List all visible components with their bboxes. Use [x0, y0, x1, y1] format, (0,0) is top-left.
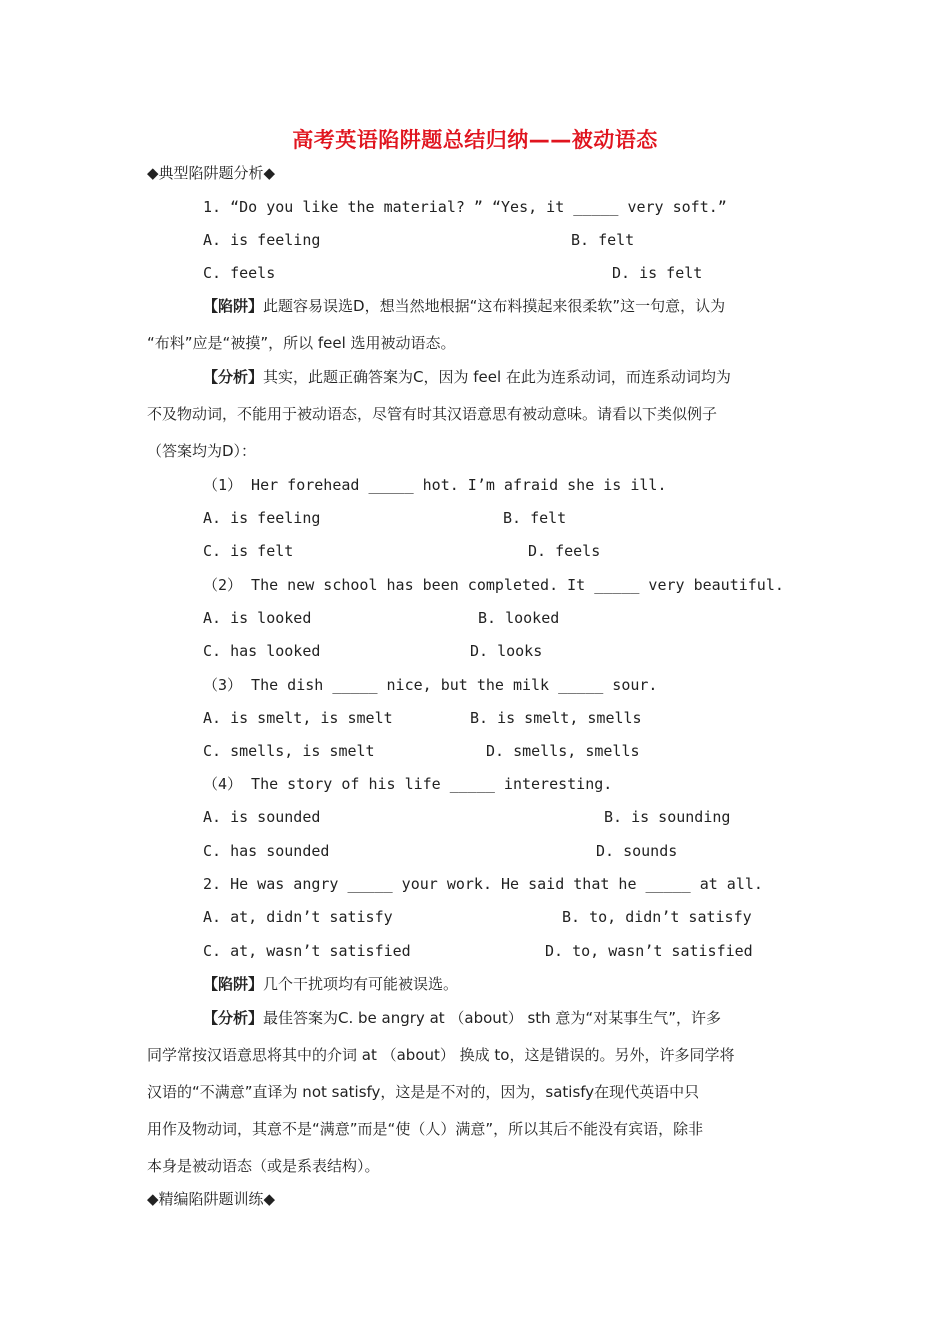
analysis-1-tag: 【分析】: [203, 368, 264, 386]
example-2-option-a: A. is looked: [203, 609, 312, 627]
question-2-option-b: B. to, didn’t satisfy: [562, 908, 752, 926]
example-3-option-c: C. smells, is smelt: [203, 742, 375, 760]
analysis-1-text-1: 其实，此题正确答案为C，因为 feel 在此为连系动词，而连系动词均为: [263, 368, 731, 386]
analysis-2-line-4: 用作及物动词，其意不是“满意”而是“使（人）满意”，所以其后不能没有宾语，除非: [147, 1120, 704, 1138]
trap-1-line-1: [203, 296, 725, 316]
question-1-option-d: D. is felt: [612, 264, 703, 282]
example-1-option-d: D. feels: [528, 542, 601, 560]
example-1-option-b: B. felt: [503, 509, 567, 527]
example-1-option-c: C. is felt: [203, 542, 294, 560]
example-1-option-a: A. is feeling: [203, 509, 321, 527]
analysis-2-line-5: 本身是被动语态（或是系表结构）。: [147, 1157, 380, 1175]
trap-1-text-1: 此题容易误选D，想当然地根据“这布料摸起来很柔软”这一句意，认为: [263, 297, 726, 315]
example-2-option-b: B. looked: [478, 609, 560, 627]
question-1-option-b: B. felt: [571, 231, 635, 249]
question-2-option-c: C. at, wasn’t satisfied: [203, 942, 411, 960]
example-1-stem: （1） Her forehead _____ hot. I’m afraid she is ill.: [203, 476, 667, 494]
analysis-2-text-1: 最佳答案为C. be angry at （about） sth 意为“对某事生气”，许多: [263, 1009, 721, 1027]
example-4-option-b: B. is sounding: [604, 808, 731, 826]
analysis-2-tag: 【分析】: [203, 1009, 264, 1027]
question-1-stem: 1. “Do you like the material? ” “Yes, it _____ very soft.”: [203, 198, 727, 216]
example-3-stem: （3） The dish _____ nice, but the milk _____ sour.: [203, 676, 658, 694]
section-heading-analysis: ◆典型陷阱题分析◆: [147, 164, 276, 182]
question-1-option-c: C. feels: [203, 264, 276, 282]
trap-1-line-2: “布料”应是“被摸”，所以 feel 选用被动语态。: [147, 334, 456, 352]
analysis-2-line-3: 汉语的“不满意”直译为 not satisfy，这是是不对的，因为，satisfy在现代英语中只: [147, 1083, 700, 1101]
example-3-option-a: A. is smelt, is smelt: [203, 709, 393, 727]
question-1-option-a: A. is feeling: [203, 231, 321, 249]
question-2-stem: 2. He was angry _____ your work. He said that he _____ at all.: [203, 875, 763, 893]
analysis-1-line-1: [203, 367, 731, 387]
example-4-option-c: C. has sounded: [203, 842, 330, 860]
page-title: 高考英语陷阱题总结归纳——被动语态: [292, 128, 658, 152]
example-4-option-d: D. sounds: [596, 842, 678, 860]
example-2-stem: （2） The new school has been completed. It _____ very beautiful.: [203, 576, 784, 594]
trap-2-line-1: [203, 974, 458, 994]
analysis-2-line-2: 同学常按汉语意思将其中的介词 at （about） 换成 to，这是错误的。另外，许多同学将: [147, 1046, 735, 1064]
analysis-2-line-1: [203, 1008, 721, 1028]
section-heading-practice: ◆精编陷阱题训练◆: [147, 1190, 276, 1208]
question-2-option-d: D. to, wasn’t satisfied: [545, 942, 753, 960]
question-2-option-a: A. at, didn’t satisfy: [203, 908, 393, 926]
example-4-stem: （4） The story of his life _____ interesting.: [203, 775, 613, 793]
trap-1-tag: 【陷阱】: [203, 297, 264, 315]
example-3-option-d: D. smells, smells: [486, 742, 640, 760]
example-2-option-d: D. looks: [470, 642, 543, 660]
analysis-1-line-2: 不及物动词，不能用于被动语态，尽管有时其汉语意思有被动意味。请看以下类似例子: [147, 405, 718, 423]
example-3-option-b: B. is smelt, smells: [470, 709, 642, 727]
analysis-1-line-3: （答案均为D）：: [147, 442, 257, 460]
example-2-option-c: C. has looked: [203, 642, 321, 660]
trap-2-tag: 【陷阱】: [203, 975, 264, 993]
example-4-option-a: A. is sounded: [203, 808, 321, 826]
trap-2-text-1: 几个干扰项均有可能被误选。: [263, 975, 459, 993]
